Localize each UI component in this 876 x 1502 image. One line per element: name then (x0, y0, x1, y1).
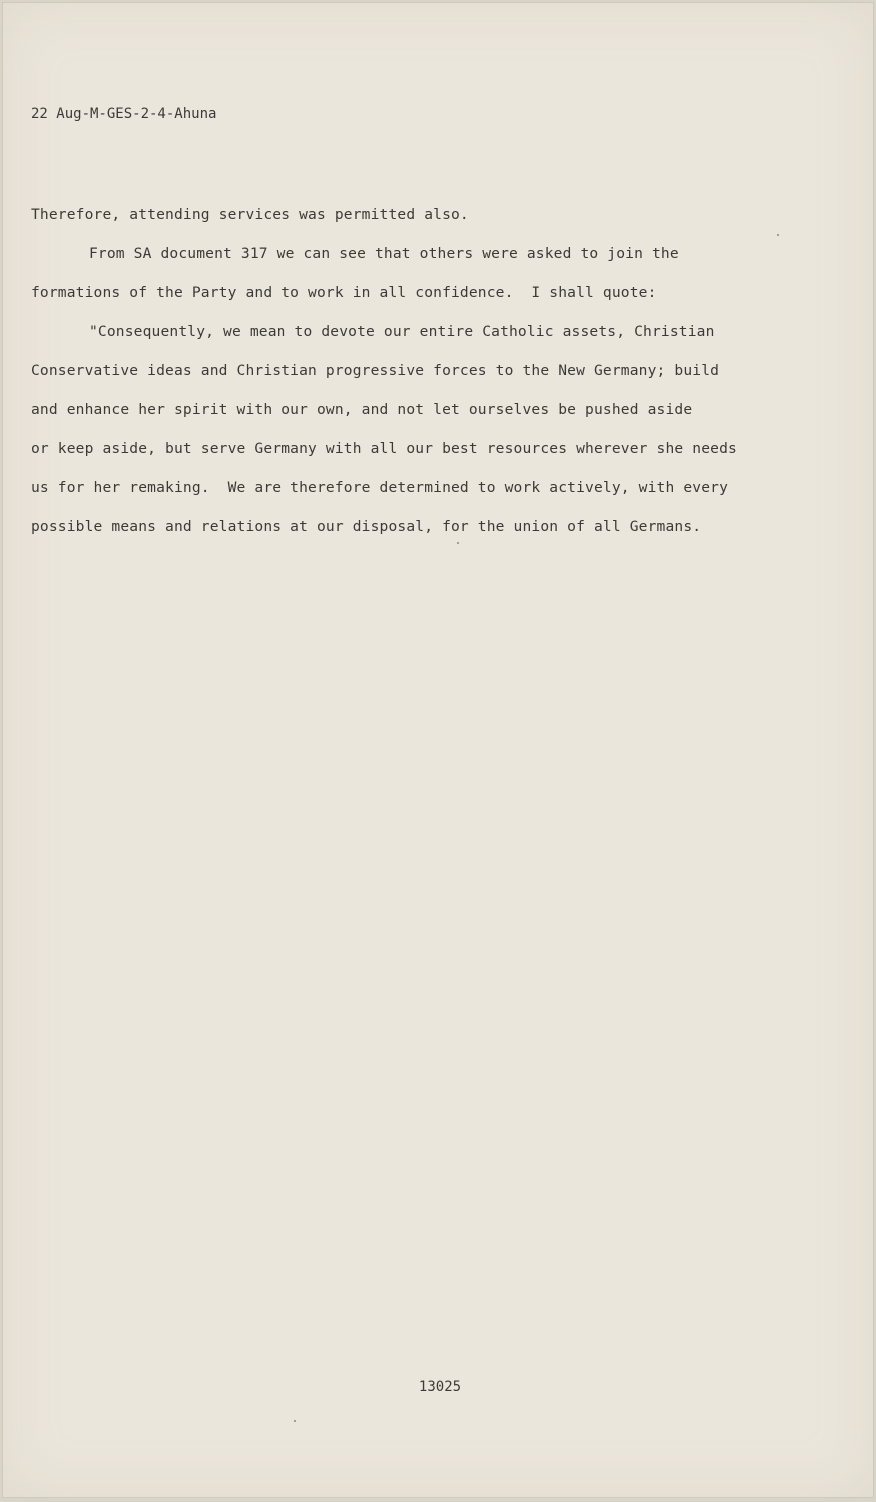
document-page (2, 2, 874, 1498)
paper-speck (294, 1420, 296, 1422)
quote-line: possible means and relations at our disposal, for the union of all Germans. (31, 518, 702, 535)
document-reference-header: 22 Aug-M-GES-2-4-Ahuna (31, 106, 217, 122)
document-body (31, 201, 831, 552)
quote-line: and enhance her spirit with our own, and not let ourselves be pushed aside (31, 401, 693, 418)
quote-line: "Consequently, we mean to devote our entire Catholic assets, Christian (89, 323, 715, 340)
paper-speck (777, 234, 779, 236)
quote-line: Conservative ideas and Christian progressive forces to the New Germany; build (31, 362, 720, 379)
text-line: From SA document 317 we can see that others were asked to join the (89, 245, 679, 262)
paper-speck (457, 542, 459, 544)
page-number: 13025 (418, 1379, 462, 1395)
text-line: Therefore, attending services was permitted also. (31, 206, 469, 223)
quote-line: or keep aside, but serve Germany with all our best resources wherever she needs (31, 440, 737, 457)
quote-line: us for her remaking. We are therefore determined to work actively, with every (31, 479, 729, 496)
text-line: formations of the Party and to work in all confidence. I shall quote: (31, 284, 657, 301)
